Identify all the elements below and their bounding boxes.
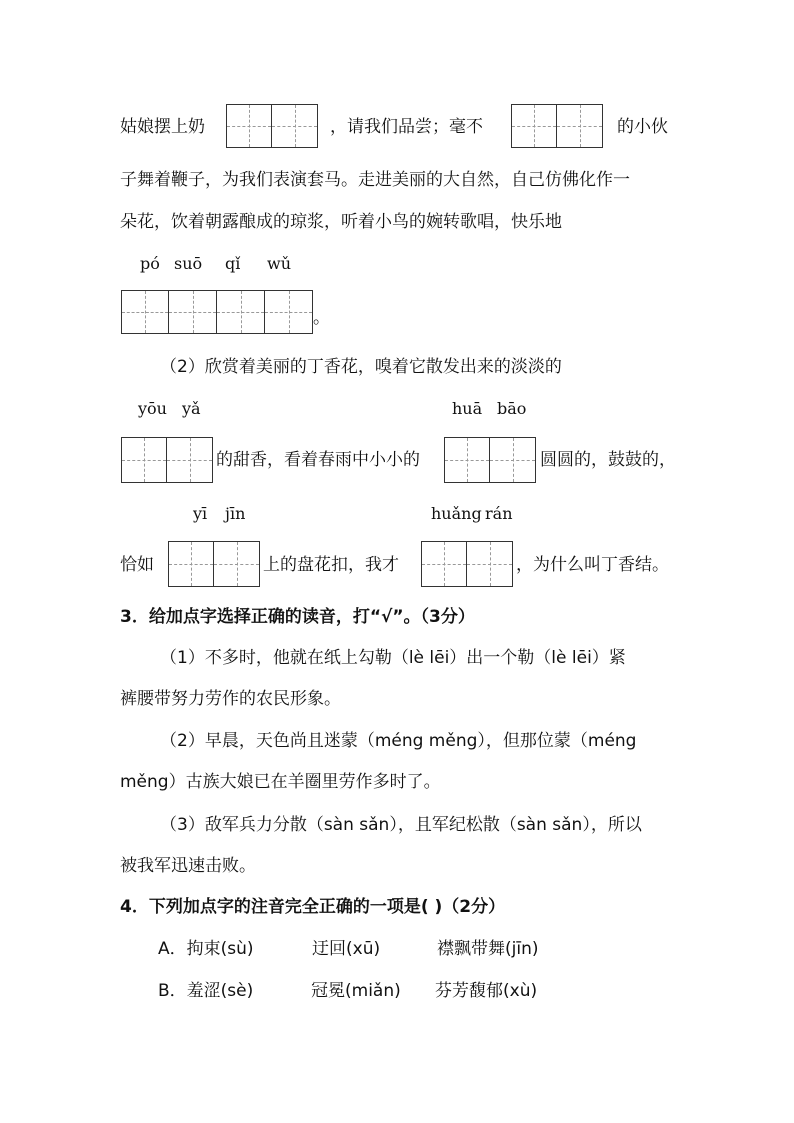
- para1-line2: 子舞着鞭子，为我们表演套马。走进美丽的大自然，自己仿佛化作一: [120, 170, 630, 190]
- q4-option-a-b: 迂回(xū): [312, 939, 381, 959]
- pinyin-jin: jīn: [225, 504, 246, 523]
- grid-cell[interactable]: [421, 541, 467, 587]
- q3-item2-line1: （2）早晨，天色尚且迷蒙（méng měng），但那位蒙（méng: [160, 731, 637, 751]
- answer-grid-2[interactable]: [511, 104, 603, 148]
- pinyin-ran: rán: [485, 504, 513, 523]
- q3-item1-line2: 裤腰带努力劳作的农民形象。: [120, 689, 341, 709]
- q3-item3-line2: 被我军迅速击败。: [120, 856, 256, 876]
- pinyin-bao: bāo: [497, 399, 527, 418]
- pinyin-ya: yǎ: [182, 399, 201, 418]
- q4-option-b-c: 芬芳馥郁(xù): [435, 981, 538, 1001]
- grid-cell[interactable]: [226, 104, 272, 148]
- grid-cell[interactable]: [217, 290, 265, 334]
- answer-grid-7[interactable]: [421, 541, 513, 587]
- q4-option-b-b: 冠冕(miǎn): [311, 981, 401, 1001]
- pinyin-hua: huā: [452, 399, 483, 418]
- q3-item2-line2: měng）古族大娘已在羊圈里劳作多时了。: [120, 772, 441, 792]
- q4-option-a-c: 襟飘带舞(jīn): [437, 939, 539, 959]
- grid-cell[interactable]: [214, 541, 260, 587]
- para1-period: 。: [313, 308, 330, 328]
- pinyin-wu: wǔ: [267, 254, 291, 273]
- q4-title: 4．下列加点字的注音完全正确的一项是( )（2分）: [120, 897, 506, 917]
- grid-cell[interactable]: [490, 437, 536, 483]
- para2-row1-b: 圆圆的，鼓鼓的，: [540, 450, 676, 470]
- para1-line1-b: ，请我们品尝；毫不: [330, 117, 483, 137]
- grid-cell[interactable]: [511, 104, 557, 148]
- pinyin-huang: huǎng: [431, 504, 482, 523]
- answer-grid-5[interactable]: [444, 437, 536, 483]
- q4-option-a-label[interactable]: A．拘束(sù): [158, 939, 254, 959]
- q3-item1-line1: （1）不多时，他就在纸上勾勒（lè lēi）出一个勒（lè lēi）紧: [160, 648, 626, 668]
- grid-cell[interactable]: [168, 541, 214, 587]
- grid-cell[interactable]: [265, 290, 313, 334]
- para2-intro: （2）欣赏着美丽的丁香花，嗅着它散发出来的淡淡的: [160, 357, 562, 377]
- q3-item3-line1: （3）敌军兵力分散（sàn sǎn），且军纪松散（sàn sǎn），所以: [160, 815, 642, 835]
- para2-row2-c: ，为什么叫丁香结。: [516, 555, 669, 575]
- para2-row2-a: 恰如: [120, 555, 154, 575]
- pinyin-po: pó: [140, 254, 160, 273]
- para1-line1-a: 姑娘摆上奶: [120, 117, 205, 137]
- pinyin-you: yōu: [138, 399, 167, 418]
- grid-cell[interactable]: [167, 437, 213, 483]
- pinyin-suo: suō: [174, 254, 203, 273]
- grid-cell[interactable]: [467, 541, 513, 587]
- para1-line1-c: 的小伙: [617, 117, 668, 137]
- answer-grid-6[interactable]: [168, 541, 260, 587]
- q3-title: 3．给加点字选择正确的读音，打“√”。（3分）: [120, 607, 475, 627]
- answer-grid-1[interactable]: [226, 104, 318, 148]
- answer-grid-3[interactable]: [121, 290, 313, 334]
- para1-line3: 朵花，饮着朝露酿成的琼浆，听着小鸟的婉转歌唱，快乐地: [120, 212, 562, 232]
- grid-cell[interactable]: [557, 104, 603, 148]
- q4-option-b-label[interactable]: B．羞涩(sè): [158, 981, 254, 1001]
- para2-row2-b: 上的盘花扣，我才: [263, 555, 399, 575]
- grid-cell[interactable]: [121, 437, 167, 483]
- grid-cell[interactable]: [121, 290, 169, 334]
- answer-grid-4[interactable]: [121, 437, 213, 483]
- grid-cell[interactable]: [444, 437, 490, 483]
- pinyin-qi: qǐ: [225, 254, 241, 273]
- grid-cell[interactable]: [272, 104, 318, 148]
- para2-row1-a: 的甜香，看着春雨中小小的: [216, 450, 420, 470]
- pinyin-yi: yī: [193, 504, 208, 523]
- grid-cell[interactable]: [169, 290, 217, 334]
